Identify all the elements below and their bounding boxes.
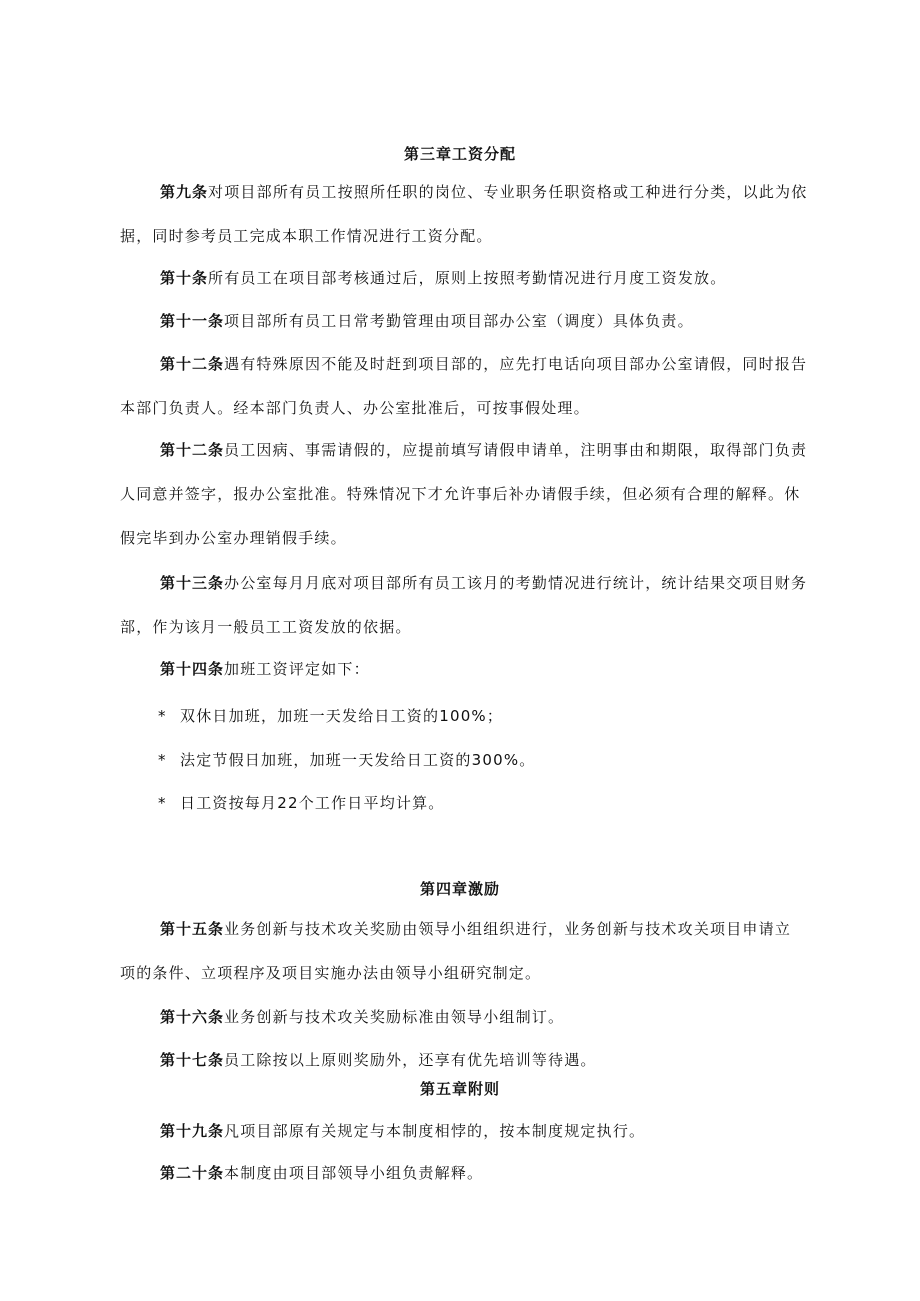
article-label: 第十四条 — [160, 660, 225, 678]
article-text-cont: 本部门负责人。经本部门负责人、办公室批准后，可按事假处理。 — [120, 399, 590, 417]
article-text-cont: 人同意并签字，报办公室批准。特殊情况下才允许事后补办请假手续，但必须有合理的解释。休 — [120, 485, 801, 503]
article-label: 第十二条 — [160, 441, 225, 459]
article-text: 本制度由项目部领导小组负责解释。 — [224, 1164, 484, 1182]
article-text: 办公室每月月底对项目部所有员工该月的考勤情况进行统计，统计结果交项目财务 — [224, 574, 808, 592]
article-label: 第二十条 — [160, 1164, 225, 1182]
article-text: 业务创新与技术攻关奖励标准由领导小组制订。 — [224, 1008, 565, 1026]
article-9 — [120, 183, 840, 245]
article-12a — [120, 355, 840, 417]
article-text-cont: 部，作为该月一般员工工资发放的依据。 — [120, 618, 412, 636]
chapter-3-title: 第三章工资分配 — [403, 145, 516, 163]
bullet-mark: * — [158, 751, 167, 769]
article-label: 第十二条 — [160, 355, 225, 373]
chapter-4-title: 第四章激励 — [419, 880, 500, 898]
article-label: 第十五条 — [160, 920, 225, 938]
article-text: 加班工资评定如下： — [224, 660, 370, 678]
article-19 — [160, 1124, 840, 1139]
article-20 — [160, 1166, 840, 1181]
article-text: 凡项目部原有关规定与本制度相悖的，按本制度规定执行。 — [224, 1122, 646, 1140]
article-12b — [120, 441, 840, 547]
article-text-cont: 假完毕到办公室办理销假手续。 — [120, 529, 347, 547]
bullet-item — [158, 705, 503, 726]
article-13 — [120, 574, 840, 636]
article-15 — [120, 920, 840, 982]
article-11 — [160, 314, 840, 329]
bullet-text: 法定节假日加班，加班一天发给日工资的300%。 — [180, 751, 536, 769]
article-17 — [160, 1053, 840, 1068]
article-text: 员工因病、事需请假的，应提前填写请假申请单，注明事由和期限，取得部门负责 — [224, 441, 808, 459]
article-text: 业务创新与技术攻关奖励由领导小组组织进行，业务创新与技术攻关项目申请立 — [224, 920, 792, 938]
bullet-item — [158, 749, 536, 770]
article-text: 项目部所有员工日常考勤管理由项目部办公室（调度）具体负责。 — [224, 312, 694, 330]
bullet-mark: * — [158, 794, 167, 812]
article-10 — [160, 271, 840, 286]
article-label: 第十条 — [160, 269, 209, 287]
chapter-5-title: 第五章附则 — [419, 1080, 500, 1098]
article-label: 第十一条 — [160, 312, 225, 330]
bullet-mark: * — [158, 707, 167, 725]
bullet-text: 日工资按每月22个工作日平均计算。 — [180, 794, 445, 812]
article-label: 第十七条 — [160, 1051, 225, 1069]
article-text: 员工除按以上原则奖励外，还享有优先培训等待遇。 — [224, 1051, 597, 1069]
article-label: 第十九条 — [160, 1122, 225, 1140]
article-label: 第九条 — [160, 183, 209, 201]
bullet-text: 双休日加班，加班一天发给日工资的100%； — [180, 707, 504, 725]
article-text-cont: 据，同时参考员工完成本职工作情况进行工资分配。 — [120, 227, 493, 245]
article-text-cont: 项的条件、立项程序及项目实施办法由领导小组研究制定。 — [120, 964, 542, 982]
article-text: 对项目部所有员工按照所任职的岗位、专业职务任职资格或工种进行分类，以此为依 — [208, 183, 808, 201]
article-label: 第十三条 — [160, 574, 225, 592]
article-text: 遇有特殊原因不能及时赶到项目部的，应先打电话向项目部办公室请假，同时报告 — [224, 355, 808, 373]
article-label: 第十六条 — [160, 1008, 225, 1026]
article-16 — [160, 1010, 840, 1025]
bullet-item — [158, 792, 445, 813]
article-text: 所有员工在项目部考核通过后，原则上按照考勤情况进行月度工资发放。 — [208, 269, 727, 287]
article-14 — [160, 662, 840, 677]
